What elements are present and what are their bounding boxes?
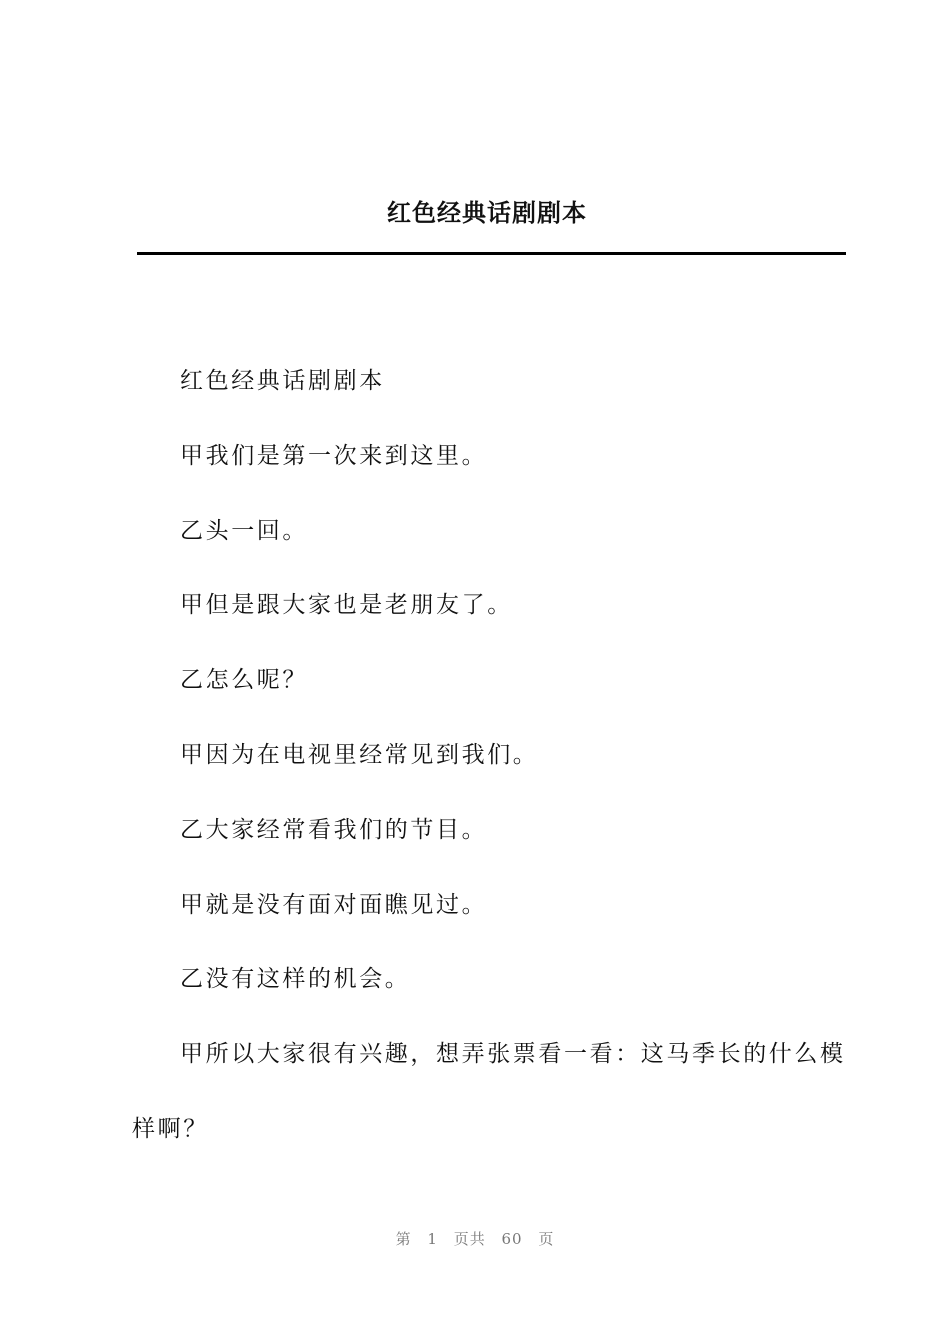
paragraph: 红色经典话剧剧本	[180, 368, 385, 394]
paragraph: 甲但是跟大家也是老朋友了。	[180, 592, 513, 619]
paragraph: 甲所以大家很有兴趣，想弄张票看一看：这马季长的什么模样啊？	[132, 1041, 846, 1142]
page-number-label: 第 1 页共 60 页	[395, 1230, 555, 1248]
paragraph: 甲我们是第一次来到这里。	[180, 442, 488, 469]
paragraph: 甲因为在电视里经常见到我们。	[180, 741, 539, 768]
paragraph: 乙头一回。	[180, 517, 308, 544]
document-title: 红色经典话剧剧本	[387, 199, 587, 227]
document-body	[132, 344, 848, 1167]
page-footer	[0, 1228, 950, 1249]
paragraph: 甲就是没有面对面瞧见过。	[180, 891, 488, 918]
paragraph: 乙没有这样的机会。	[180, 966, 411, 993]
header-divider	[137, 252, 846, 255]
paragraph: 乙怎么呢？	[180, 667, 308, 694]
paragraph: 乙大家经常看我们的节目。	[180, 816, 488, 843]
document-header	[0, 193, 950, 233]
